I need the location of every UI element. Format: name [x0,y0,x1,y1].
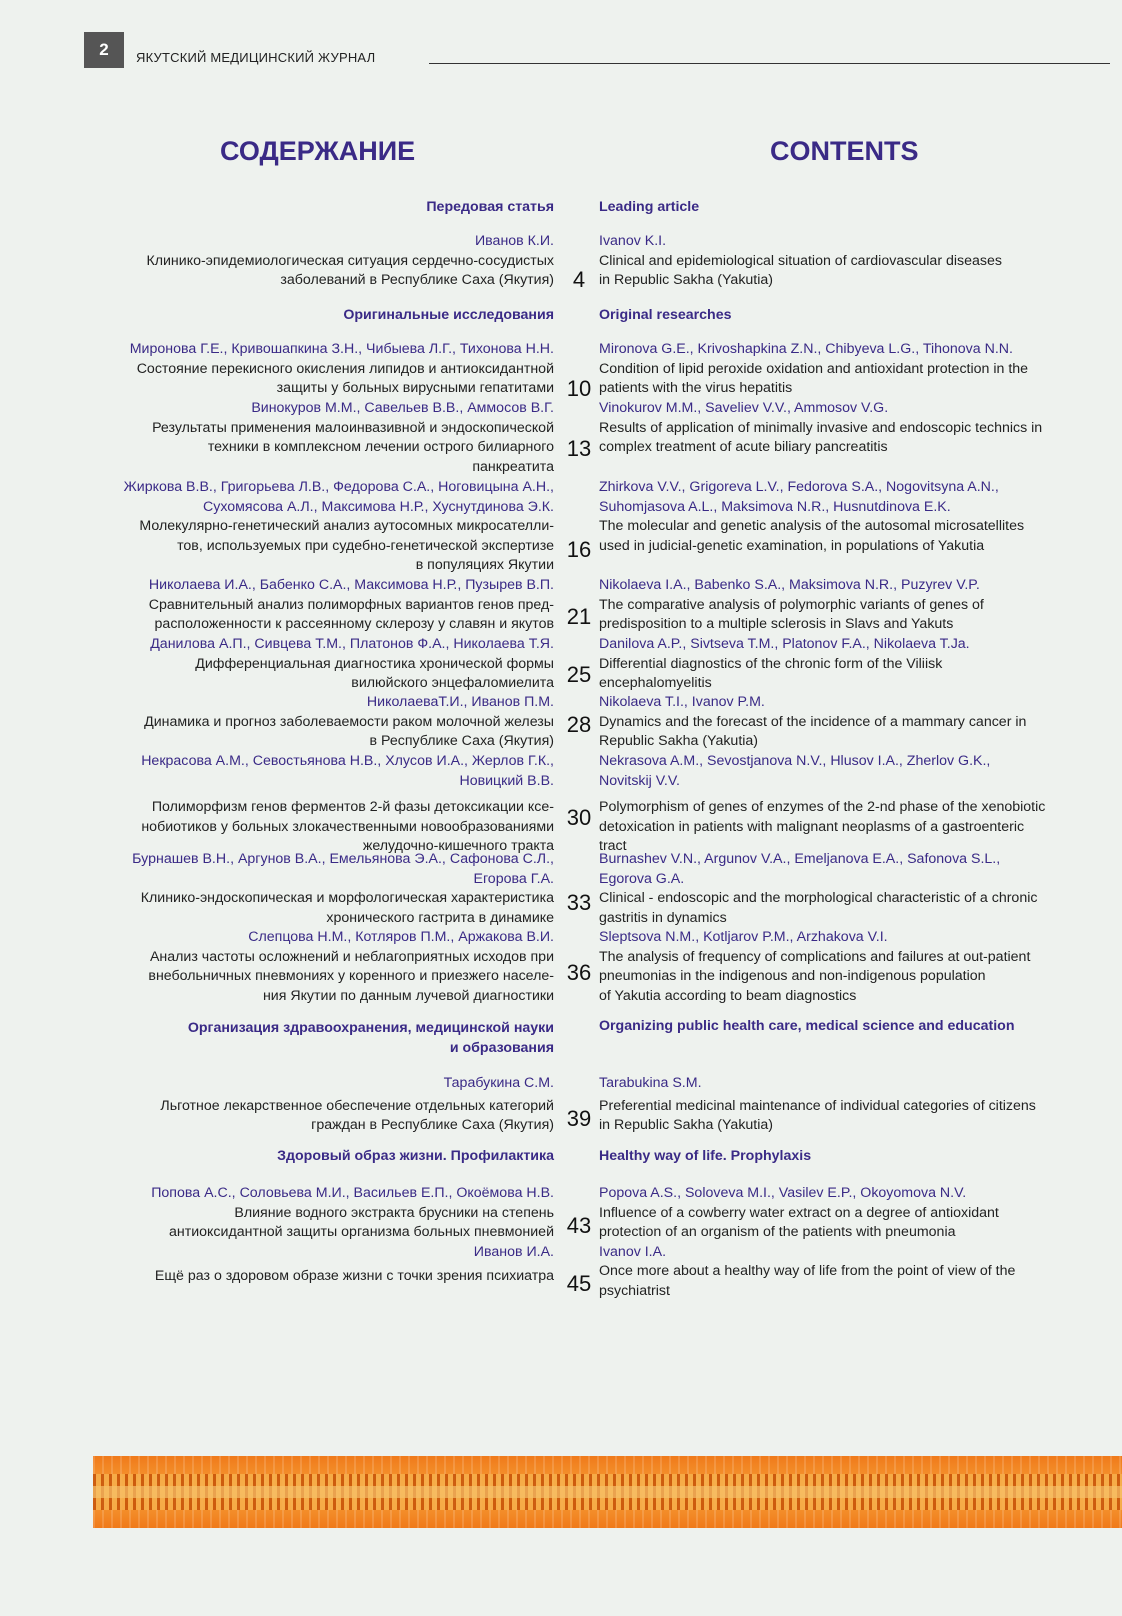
entry-authors: Попова А.С., Соловьева М.И., Васильев Е.П., Окоёмова Н.В. [151,1185,554,1201]
entry-title: нобиотиков у больных злокачественными новообразованиями [141,818,554,835]
entry-authors: Novitskij V.V. [599,772,680,789]
entry-authors: Иванов К.И. [474,233,554,249]
entry-title: Молекулярно-генетический анализ аутосомных микросателли- [139,518,554,534]
entry-title: вилюйского энцефаломиелита [351,675,554,691]
entry-title: in Republic Sakha (Yakutia) [599,272,774,288]
entry-authors: Тарабукина С.М. [443,1075,554,1091]
entry-authors: Danilova A.P., Sivtseva T.M., Platonov F.A., Nikolaeva T.Ja. [599,636,970,652]
section-heading: Organizing public health care, medical science and education [599,1018,1015,1034]
entry-title: The analysis of frequency of complications and failures at out-patient [599,948,1031,965]
toc-entry[interactable] [599,478,1111,556]
page-ref[interactable]: 33 [566,890,592,915]
entry-title: Preferential medicinal maintenance of individual categories of citizens [599,1097,1036,1114]
entry-title: Dynamics and the forecast of the incidence of a mammary cancer in [599,713,1027,730]
entry-title: Republic Sakha (Yakutia) [599,733,759,749]
entry-authors: НиколаеваТ.И., Иванов П.М. [366,694,554,710]
contents-title-ru: СОДЕРЖАНИЕ [220,136,416,166]
entry-authors: Жиркова В.В., Григорьева Л.В., Федорова С.А., Ноговицына А.Н., [123,479,554,495]
toc-entry[interactable] [88,1184,554,1243]
page-ref[interactable]: 43 [566,1213,592,1238]
entry-title: панкреатита [472,458,554,475]
toc-entry[interactable] [599,232,1111,291]
entry-title: Результаты применения малоинвазивной и эндоскопической [152,419,554,436]
toc-entry[interactable] [599,576,1111,635]
page-ref[interactable]: 25 [566,662,592,687]
entry-authors: Бурнашев В.Н., Аргунов В.А., Емельянова Э.А., Сафонова С.Л., [132,851,554,867]
entry-title: желудочно-кишечного тракта [362,838,554,854]
entry-title: защиты у больных вирусными гепатитами [276,380,554,396]
page-ref[interactable]: 13 [566,436,592,461]
toc-entry[interactable] [599,1262,1111,1301]
entry-title: Льготное лекарственное обеспечение отдельных категорий [160,1097,554,1114]
toc-entry[interactable] [88,478,554,576]
entry-title: Динамика и прогноз заболеваемости раком молочной железы [144,713,554,730]
toc-entry[interactable] [599,693,1111,752]
toc-entry[interactable] [88,1243,554,1286]
entry-authors: Ivanov I.A. [599,1243,667,1260]
toc-entry[interactable] [88,399,554,477]
entry-title: detoxication in patients with malignant neoplasms of a gastroenteric [599,818,1025,835]
entry-authors: Suhomjasova A.L., Maksimova N.R., Husnutdinova E.K. [599,498,951,515]
entry-title: внебольничных пневмониях у коренного и приезжего населе- [148,968,554,984]
entry-title: Polymorphism of genes of enzymes of the 2-nd phase of the xenobiotic [599,799,1046,815]
entry-authors: Винокуров М.М., Савельев В.В., Аммосов В.Г. [251,400,554,416]
page-ref[interactable]: 30 [566,805,592,830]
entry-title: Clinical and epidemiological situation of cardiovascular diseases [599,252,1002,269]
toc-entry[interactable] [599,1184,1111,1262]
toc-entry[interactable] [599,340,1111,399]
entry-title: граждан в Республике Саха (Якутия) [311,1117,554,1133]
entry-title: Клинико-эндоскопическая и морфологическая характеристика [140,890,554,906]
section-heading: Original researches [599,307,732,323]
toc-entry[interactable] [88,232,554,291]
toc-entry[interactable] [88,1074,554,1136]
entry-title: Results of application of minimally invasive and endoscopic technics in [599,419,1043,436]
entry-authors: Egorova G.A. [599,870,685,887]
toc-entry[interactable] [88,340,554,399]
section-heading [88,1019,554,1058]
section-heading: Leading article [599,199,700,215]
entry-title: of Yakutia according to beam diagnostics [599,987,857,1004]
journal-name: ЯКУТСКИЙ МЕДИЦИНСКИЙ ЖУРНАЛ [136,50,376,65]
entry-title: Анализ частоты осложнений и неблагоприятных исходов при [149,948,554,965]
entry-authors: Burnashev V.N., Argunov V.A., Emeljanova E.A., Safonova S.L., [599,851,1001,867]
section-heading-line: Организация здравоохранения, медицинской науки [187,1020,554,1036]
toc-entry[interactable] [599,928,1111,1006]
section-heading: Healthy way of life. Prophylaxis [599,1148,812,1164]
entry-title: антиоксидантной защиты организма больных пневмонией [169,1224,554,1240]
page-ref[interactable]: 21 [566,604,592,629]
page-ref[interactable]: 36 [566,960,592,985]
entry-authors: Николаева И.А., Бабенко С.А., Максимова Н.Р., Пузырев В.П. [148,577,554,593]
toc-entry[interactable] [88,635,554,694]
entry-title: заболеваний в Республике Саха (Якутия) [280,272,554,288]
entry-title: Differential diagnostics of the chronic form of the Viliisk [599,655,943,672]
entry-title: psychiatrist [599,1282,670,1299]
entry-authors: Vinokurov M.M., Saveliev V.V., Ammosov V.G. [599,400,889,416]
page-ref[interactable]: 10 [566,376,592,401]
entry-title: protection of an organism of the patients with pneumonia [599,1224,956,1240]
toc-entry[interactable] [88,752,554,857]
entry-authors: Данилова А.П., Сивцева Т.М., Платонов Ф.А., Николаева Т.Я. [150,636,554,652]
entry-title: predisposition to a multiple sclerosis in Slavs and Yakuts [599,616,954,632]
entry-title: тов, используемых при судебно-генетической экспертизе [177,537,554,554]
running-header [84,32,1110,68]
entry-title: Once more about a healthy way of life from the point of view of the [599,1263,1016,1279]
toc-entry[interactable] [88,576,554,635]
entry-authors: Сухомясова А.Л., Максимова Н.Р., Хуснутдинова Э.К. [202,498,554,515]
ornamental-band [93,1456,1122,1528]
entry-title: Дифференциальная диагностика хронической формы [195,655,554,672]
entry-authors: Popova A.S., Soloveva M.I., Vasilev E.P., Okoyomova N.V. [599,1185,967,1201]
entry-title: tract [599,838,627,854]
entry-title: Ещё раз о здоровом образе жизни с точки зрения психиатра [154,1267,554,1284]
entry-authors: Слепцова Н.М., Котляров П.М., Аржакова В.И. [248,929,554,945]
entry-title: в популяциях Якутии [415,557,554,573]
entry-title: Influence of a cowberry water extract on a degree of antioxidant [599,1204,999,1221]
toc-entry[interactable] [88,693,554,752]
toc-entry[interactable] [599,1074,1111,1136]
entry-title: encephalomyelitis [599,675,712,691]
entry-title: Состояние перекисного окисления липидов и антиоксидантной [136,360,554,377]
entry-authors: Tarabukina S.M. [599,1075,702,1091]
entry-title: Condition of lipid peroxide oxidation and antioxidant protection in the [599,360,1029,377]
section-heading: Оригинальные исследования [343,307,554,323]
ornament-strip [93,1486,1122,1498]
entry-authors: Миронова Г.Е., Кривошапкина З.Н., Чибыева Л.Г., Тихонова Н.Н. [129,341,554,357]
entry-title: used in judicial-genetic examination, in populations of Yakutia [599,537,985,554]
toc-entry[interactable] [599,850,1111,928]
entry-title: ния Якутии по данным лучевой диагностики [262,987,554,1004]
entry-title: gastritis in dynamics [599,909,727,926]
entry-title: Клинико-эпидемиологическая ситуация сердечно-сосудистых [146,252,554,269]
contents-title-en: CONTENTS [770,136,919,166]
page-number: 2 [84,32,124,68]
toc-entry[interactable] [599,752,1111,857]
entry-title: patients with the virus hepatitis [599,380,793,396]
section-heading-line: и образования [449,1039,554,1056]
entry-title: The molecular and genetic analysis of the autosomal microsatellites [599,518,1025,534]
entry-authors: Zhirkova V.V., Grigoreva L.V., Fedorova S.A., Nogovitsyna A.N., [599,479,999,495]
entry-authors: Ivanov K.I. [599,233,667,249]
toc-entry[interactable] [599,635,1111,694]
entry-authors: Некрасова А.М., Севостьянова Н.В., Хлусов И.А., Жерлов Г.К., [141,753,554,769]
entry-title: Влияние водного экстракта брусники на степень [234,1204,554,1221]
entry-title: хронического гастрита в динамике [326,909,554,926]
entry-title: Clinical - endoscopic and the morphological characteristic of a chronic [599,890,1038,906]
toc-entry[interactable] [599,399,1111,458]
entry-authors: Иванов И.А. [473,1244,554,1260]
page-ref[interactable]: 28 [566,712,592,737]
entry-title: расположенности к рассеянному склерозу у славян и якутов [154,616,554,632]
entry-authors: Nekrasova A.M., Sevostjanova N.V., Hlusov I.A., Zherlov G.K., [599,753,991,769]
entry-title: Полиморфизм генов ферментов 2-й фазы детоксикации ксе- [151,799,554,815]
page-ref[interactable]: 4 [572,267,586,292]
entry-title: pneumonias in the indigenous and non-indigenous population [599,968,986,984]
entry-title: техники в комплексном лечении острого билиарного [207,439,554,455]
entry-title: The comparative analysis of polymorphic variants of genes of [599,596,984,613]
entry-title: Сравнительный анализ полиморфных вариантов генов пред- [148,596,554,613]
entry-authors: Новицкий В.В. [459,772,554,789]
entry-authors: Nikolaeva T.I., Ivanov P.M. [599,694,765,710]
toc-entry[interactable] [88,928,554,1006]
page-ref[interactable]: 39 [566,1106,592,1131]
entry-authors: Егорова Г.А. [473,870,554,887]
page-ref[interactable]: 45 [566,1271,592,1296]
toc-entry[interactable] [88,850,554,928]
entry-authors: Sleptsova N.M., Kotljarov P.M., Arzhakova V.I. [599,929,888,945]
entry-authors: Nikolaeva I.A., Babenko S.A., Maksimova N.R., Puzyrev V.P. [599,577,980,593]
section-heading: Передовая статья [426,199,554,215]
page-ref[interactable]: 16 [566,537,592,562]
section-heading: Здоровый образ жизни. Профилактика [277,1148,554,1164]
header-rule [429,63,1110,64]
entry-authors: Mironova G.E., Krivoshapkina Z.N., Chibyeva L.G., Tihonova N.N. [599,341,1013,357]
entry-title: в Республике Саха (Якутия) [369,733,554,749]
entry-title: in Republic Sakha (Yakutia) [599,1117,774,1133]
entry-title: complex treatment of acute biliary pancreatitis [599,439,888,455]
